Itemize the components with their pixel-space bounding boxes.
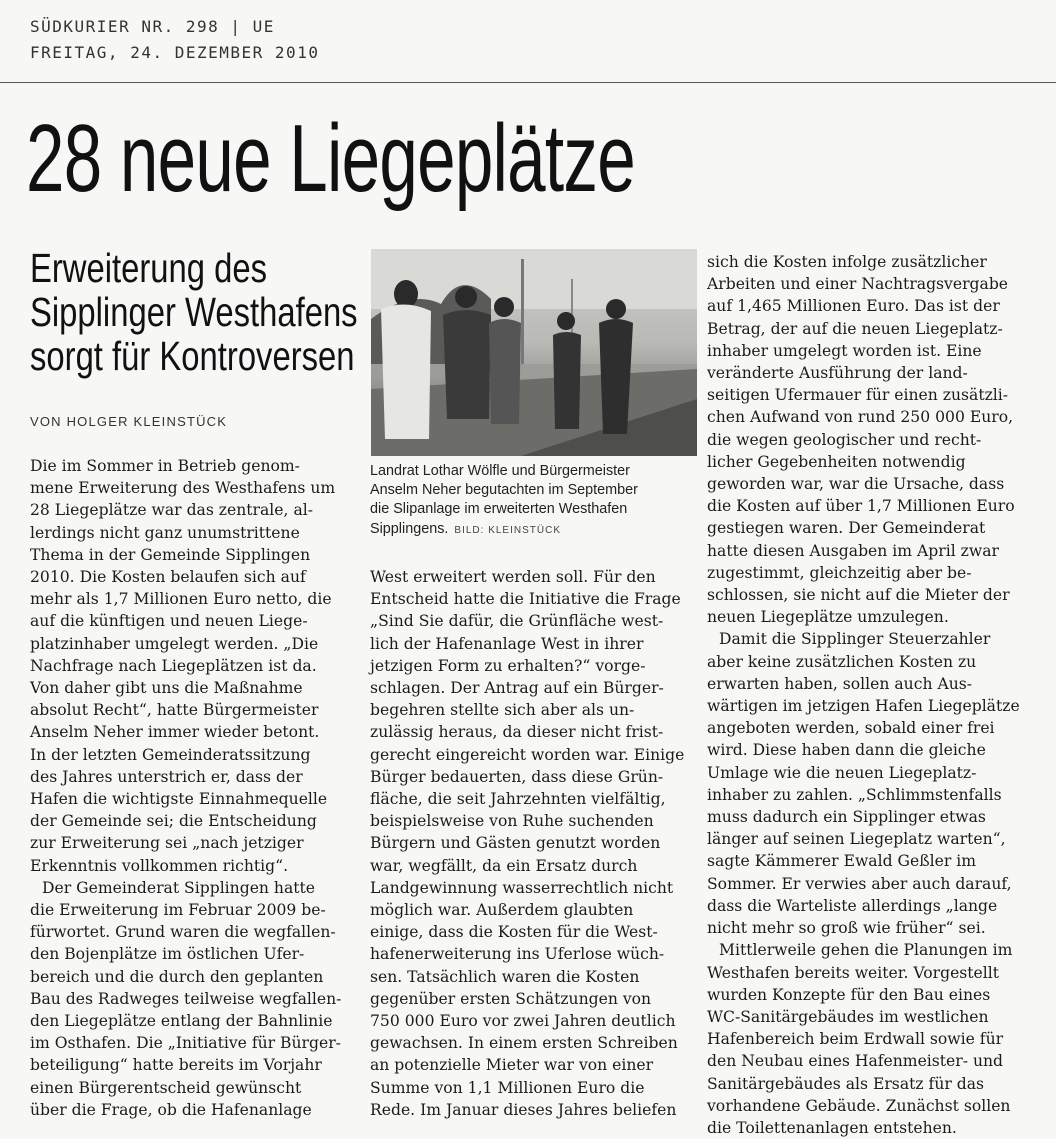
text-line: „Sind Sie dafür, die Grünfläche west- <box>370 612 664 631</box>
text-line: veränderte Ausführung der land- <box>707 364 968 383</box>
caption-line: Anselm Neher begutachten im September <box>370 482 638 499</box>
text-line: länger auf seinen Liegeplatz warten“, <box>707 830 1006 849</box>
text-line: mehr als 1,7 Millionen Euro netto, die <box>30 590 332 609</box>
text-line: sich die Kosten infolge zusätzlicher <box>707 253 987 271</box>
text-line: dass die Warteliste allerdings „lange <box>707 896 998 915</box>
caption-line <box>370 520 700 540</box>
text-line: Entscheid hatte die Initiative die Frage <box>370 590 681 609</box>
text-line: einige, dass die Kosten für die West- <box>370 923 658 942</box>
text-line: Bürger bedauerten, dass diese Grün- <box>370 767 664 786</box>
text-line: 2010. Die Kosten belaufen sich auf <box>30 568 306 587</box>
text-line: gerecht eingereicht worden war. Einige <box>370 745 685 764</box>
text-line: Sanitärgebäudes als Ersatz für das <box>707 1074 985 1093</box>
caption-line: Landrat Lothar Wölfle und Bürgermeister <box>370 463 630 479</box>
text-line: chen Aufwand von rund 250 000 Euro, <box>707 408 1014 427</box>
text-line: die Kosten auf über 1,7 Millionen Euro <box>707 497 1015 516</box>
subhead-line: sorgt für Kontroversen <box>30 333 355 379</box>
text-line: schlossen, sie nicht auf die Mieter der <box>707 586 1010 605</box>
text-line: zulässig heraus, da dieser nicht frist- <box>370 723 664 742</box>
text-line: Erkenntnis vollkommen richtig“. <box>30 856 289 875</box>
text-line: Bürgern und Gästen genutzt worden <box>370 834 661 853</box>
text-line: Thema in der Gemeinde Sipplingen <box>30 545 311 564</box>
text-line: Landgewinnung wasserrechtlich nicht <box>370 878 674 897</box>
text-line: auf 1,465 Millionen Euro. Das ist der <box>707 297 1000 316</box>
text-line: zugestimmt, gleichzeitig aber be- <box>707 563 972 582</box>
subhead-line: Erweiterung des <box>30 245 268 291</box>
photo-image <box>371 249 697 456</box>
text-line: die wegen geologischer und recht- <box>707 430 982 449</box>
text-line: zur Erweiterung sei „nach jetziger <box>30 834 304 853</box>
text-line: Die im Sommer in Betrieb genom- <box>30 457 300 475</box>
text-line: Sommer. Er verwies aber auch darauf, <box>707 874 1012 893</box>
text-line: Hafen die wichtigste Einnahmequelle <box>30 790 328 809</box>
text-line: einen Bürgerentscheid gewünscht <box>30 1078 302 1097</box>
photo-caption <box>370 462 700 540</box>
text-line: fläche, die seit Jahrzehnten vielfältig, <box>370 790 666 809</box>
photo-credit: BILD: KLEINSTÜCK <box>454 524 561 536</box>
text-line: angeboten werden, sobald einer frei <box>707 719 995 738</box>
text-line: gewachsen. In einem ersten Schreiben <box>370 1034 678 1053</box>
text-line: auf die künftigen und neuen Liege- <box>30 612 308 631</box>
text-line: beispielsweise von Ruhe suchenden <box>370 812 654 831</box>
article-column-2 <box>370 566 696 1121</box>
caption-last: Sipplingens. <box>370 520 449 537</box>
text-line: 750 000 Euro vor zwei Jahren deutlich <box>370 1012 676 1031</box>
text-line: geworden war, war die Ursache, dass <box>707 475 1005 494</box>
caption-line: die Slipanlage im erweiterten Westhafen <box>370 501 628 518</box>
text-line: im Osthafen. Die „Initiative für Bürger- <box>30 1034 341 1053</box>
text-line: hatte diesen Ausgaben im April zwar <box>707 541 999 560</box>
text-line: fürwortet. Grund waren die wegfallen- <box>30 923 336 942</box>
text-line: Nachfrage nach Liegeplätzen ist da. <box>30 656 317 675</box>
subhead <box>30 246 358 378</box>
headline: 28 neue Liegeplätze <box>26 105 635 212</box>
text-line: Von daher gibt uns die Maßnahme <box>30 679 303 698</box>
article-photo <box>371 249 697 456</box>
text-line: Westhafen bereits weiter. Vorgestellt <box>707 963 1000 982</box>
text-line: hafenerweiterung ins Uferlose wüch- <box>370 945 665 964</box>
text-line: West erweitert werden soll. Für den <box>370 568 656 586</box>
byline: VON HOLGER KLEINSTÜCK <box>30 414 228 429</box>
text-line: inhaber umgelegt worden ist. Eine <box>707 341 982 360</box>
masthead-issue: SÜDKURIER NR. 298 | UE <box>30 17 275 36</box>
text-line: Der Gemeinderat Sipplingen hatte <box>42 878 316 897</box>
text-line: den Neubau eines Hafenmeister- und <box>707 1052 1004 1071</box>
text-line: inhaber zu zahlen. „Schlimmstenfalls <box>707 785 1002 804</box>
masthead <box>30 14 319 66</box>
text-line: Arbeiten und einer Nachtragsvergabe <box>707 275 1009 294</box>
text-line: wurden Konzepte für den Bau eines <box>707 985 991 1004</box>
text-line: 28 Liegeplätze war das zentrale, al- <box>30 501 313 520</box>
text-line: Summe von 1,1 Millionen Euro die <box>370 1078 645 1097</box>
text-line: WC-Sanitärgebäudes im westlichen <box>707 1007 989 1026</box>
text-line: mene Erweiterung des Westhafens um <box>30 479 336 498</box>
text-line: des Jahres unterstrich er, dass der <box>30 767 303 786</box>
text-line: Bau des Radweges teilweise wegfallen- <box>30 989 342 1008</box>
subhead-line: Sipplinger Westhafens <box>30 289 358 335</box>
text-line: Damit die Sipplinger Steuerzahler <box>719 630 991 649</box>
text-line: Anselm Neher immer wieder betont. <box>30 723 320 742</box>
text-line: muss dadurch ein Sipplinger etwas <box>707 808 986 827</box>
text-line: schlagen. Der Antrag auf ein Bürger- <box>370 679 664 698</box>
text-line: wird. Diese haben dann die gleiche <box>707 741 986 760</box>
text-line: absolut Recht“, hatte Bürgermeister <box>30 701 319 720</box>
text-line: gegenüber ersten Schätzungen von <box>370 989 652 1008</box>
text-line: vorhandene Gebäude. Zunächst sollen <box>707 1096 1011 1115</box>
text-line: wärtigen im jetzigen Hafen Liegeplätze <box>707 697 1020 716</box>
text-line: nicht mehr so groß wie früher“ sei. <box>707 919 986 938</box>
text-line: platzinhaber umgelegt werden. „Die <box>30 634 319 653</box>
text-line: beteiligung“ hatte bereits im Vorjahr <box>30 1056 322 1075</box>
text-line: die Toilettenanlagen entstehen. <box>707 1118 957 1137</box>
text-line: war, wegfällt, da ein Ersatz durch <box>370 856 638 875</box>
text-line: begehren stellte sich aber als un- <box>370 701 635 720</box>
text-line: an potenzielle Mieter war von einer <box>370 1056 654 1075</box>
text-line: bereich und die durch den geplanten <box>30 967 324 986</box>
article-column-3 <box>707 251 1043 1139</box>
text-line: lich der Hafenanlage West in ihrer <box>370 634 644 653</box>
text-line: den Bojenplätze im östlichen Ufer- <box>30 945 305 964</box>
text-line: Hafenbereich beim Erdwall sowie für <box>707 1030 1004 1049</box>
text-line: Betrag, der auf die neuen Liegeplatz- <box>707 319 1003 338</box>
text-line: erwarten haben, sollen auch Aus- <box>707 674 973 693</box>
text-line: der Gemeinde sei; die Entscheidung <box>30 812 317 831</box>
text-line: den Liegeplätze entlang der Bahnlinie <box>30 1012 333 1031</box>
text-line: Rede. Im Januar dieses Jahres beliefen <box>370 1100 677 1119</box>
text-line: licher Gegebenheiten notwendig <box>707 452 966 471</box>
masthead-date: FREITAG, 24. DEZEMBER 2010 <box>30 43 320 62</box>
text-line: Umlage wie die neuen Liegeplatz- <box>707 763 977 782</box>
text-line: Mittlerweile gehen die Planungen im <box>719 941 1013 960</box>
text-line: aber keine zusätzlichen Kosten zu <box>707 652 977 671</box>
header-rule <box>0 82 1056 83</box>
text-line: In der letzten Gemeinderatssitzung <box>30 745 311 764</box>
text-line: gestiegen waren. Der Gemeinderat <box>707 519 986 538</box>
text-line: neuen Liegeplätze umzulegen. <box>707 608 949 627</box>
text-line: seitigen Ufermauer für einen zusätzli- <box>707 386 1009 405</box>
text-line: jetzigen Form zu erhalten?“ vorge- <box>370 656 646 675</box>
text-line: die Erweiterung im Februar 2009 be- <box>30 901 326 920</box>
text-line: lerdings nicht ganz unumstrittene <box>30 523 300 542</box>
text-line: sagte Kämmerer Ewald Geßler im <box>707 852 977 871</box>
text-line: möglich war. Außerdem glaubten <box>370 901 634 920</box>
text-line: über die Frage, ob die Hafenanlage <box>30 1100 312 1119</box>
text-line: sen. Tatsächlich waren die Kosten <box>370 967 640 986</box>
article-column-1 <box>30 455 346 1121</box>
